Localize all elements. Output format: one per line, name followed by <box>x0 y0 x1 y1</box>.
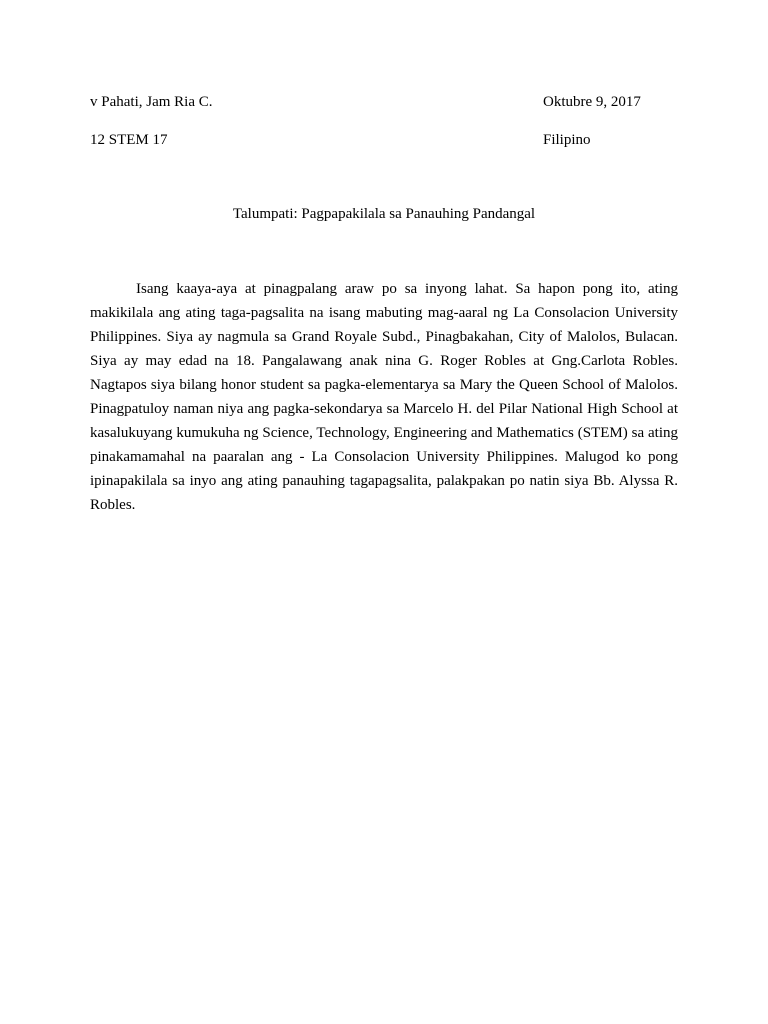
speech-paragraph: Isang kaaya-aya at pinagpalang araw po sa inyong lahat. Sa hapon pong ito, ating makikilala ang ating taga-pagsalita na isang mabuting mag-aaral ng La Consolacion University Philippines. Siya ay nagmula sa Grand Royale Subd., Pinagbakahan, City of Malolos, Bulacan. Siya ay may edad na 18. Pangalawang anak nina G. Roger Robles at Gng.Carlota Robles. Nagtapos siya bilang honor student sa pagka-elementarya sa Mary the Queen School of Malolos. Pinagpatuloy naman niya ang pagka-sekondarya sa Marcelo H. del Pilar National High School at kasalukuyang kumukuha ng Science, Technology, Engineering and Mathematics (STEM) sa ating pinakamamahal na paaralan ang - La Consolacion University Philippines. Malugod ko pong ipinapakilala sa inyo ang ating panauhing tagapagsalita, palakpakan po natin siya Bb. Alyssa R. Robles. <box>90 281 678 513</box>
header-row-1 <box>90 92 643 112</box>
document-title: Talumpati: Pagpapakilala sa Panauhing Pandangal <box>232 206 536 222</box>
student-name: v Pahati, Jam Ria C. <box>90 94 213 110</box>
student-section: 12 STEM 17 <box>90 132 168 148</box>
document-date: Oktubre 9, 2017 <box>543 94 641 110</box>
header-row-2 <box>90 130 643 150</box>
subject-name: Filipino <box>543 132 591 148</box>
